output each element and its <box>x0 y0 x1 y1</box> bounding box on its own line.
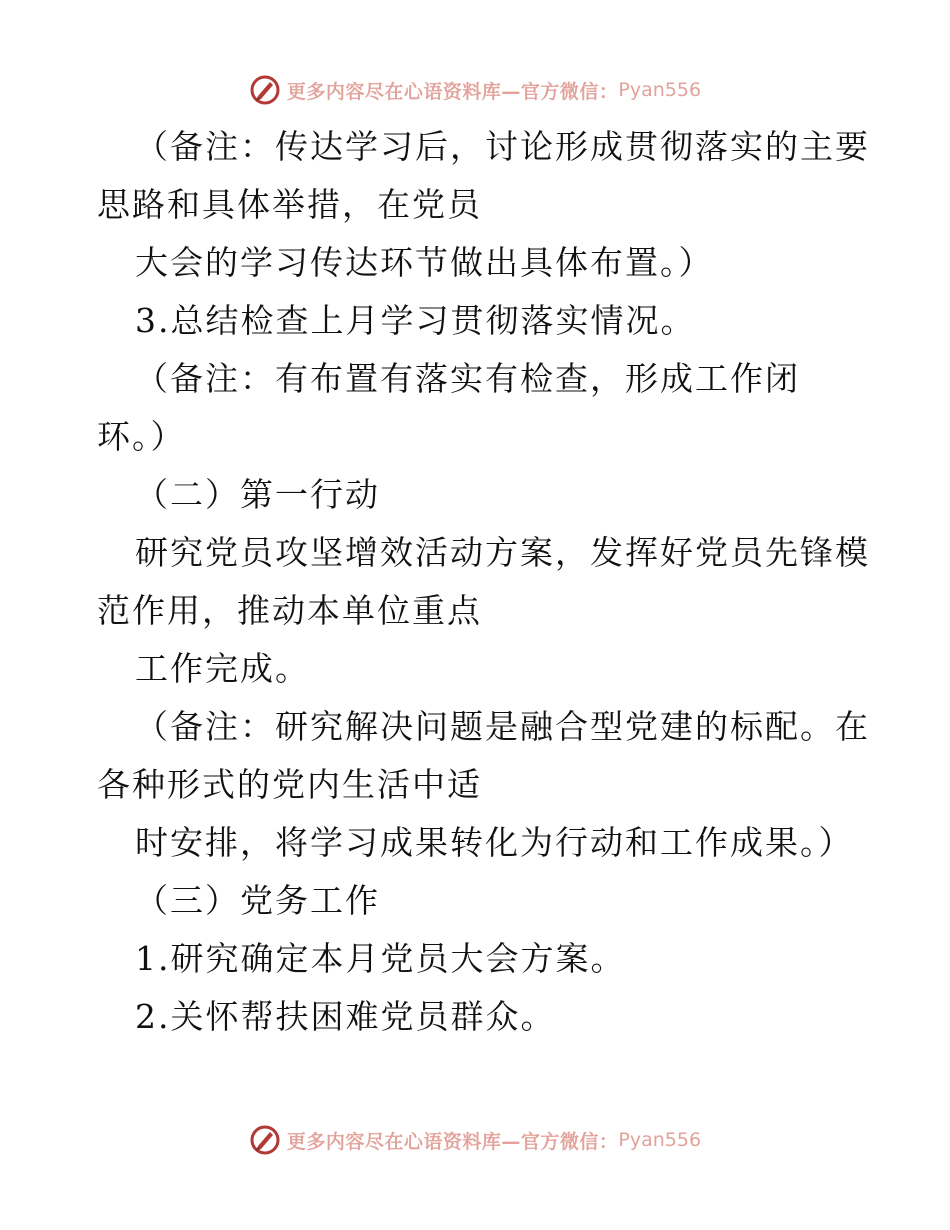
text-line: 工作完成。 <box>135 649 310 688</box>
document-body <box>97 118 870 1046</box>
text-line: 思路和具体举措，在党员 <box>97 185 482 224</box>
text-line: 环。） <box>97 417 186 456</box>
text-line: （备注：有布置有落实有检查，形成工作闭 <box>135 359 800 398</box>
watermark-id: Pyan556 <box>618 79 702 101</box>
watermark-id: Pyan556 <box>618 1129 702 1151</box>
text-line: 范作用，推动本单位重点 <box>97 591 482 630</box>
text-line: 3.总结检查上月学习贯彻落实情况。 <box>135 301 696 340</box>
text-line: （备注：传达学习后，讨论形成贯彻落实的主要 <box>135 127 870 166</box>
list-item: 1.研究确定本月党员大会方案。 <box>135 939 626 978</box>
text-line: （备注：研究解决问题是融合型党建的标配。在 <box>135 707 870 746</box>
text-line: 大会的学习传达环节做出具体布置。） <box>135 243 714 282</box>
text-line: 各种形式的党内生活中适 <box>97 765 482 804</box>
text-line: 时安排，将学习成果转化为行动和工作成果。） <box>135 823 854 862</box>
watermark-banner-top <box>0 70 950 110</box>
logo-icon <box>249 1124 281 1156</box>
section-heading: （三）党务工作 <box>135 881 380 920</box>
watermark-banner-bottom <box>0 1120 950 1160</box>
list-item: 2.关怀帮扶困难党员群众。 <box>135 997 556 1036</box>
watermark-text: 更多内容尽在心语资料库—官方微信： <box>286 1130 619 1153</box>
logo-icon <box>249 74 281 106</box>
section-heading: （二）第一行动 <box>135 475 380 514</box>
text-line: 研究党员攻坚增效活动方案，发挥好党员先锋模 <box>135 533 870 572</box>
watermark-text: 更多内容尽在心语资料库—官方微信： <box>286 80 619 103</box>
